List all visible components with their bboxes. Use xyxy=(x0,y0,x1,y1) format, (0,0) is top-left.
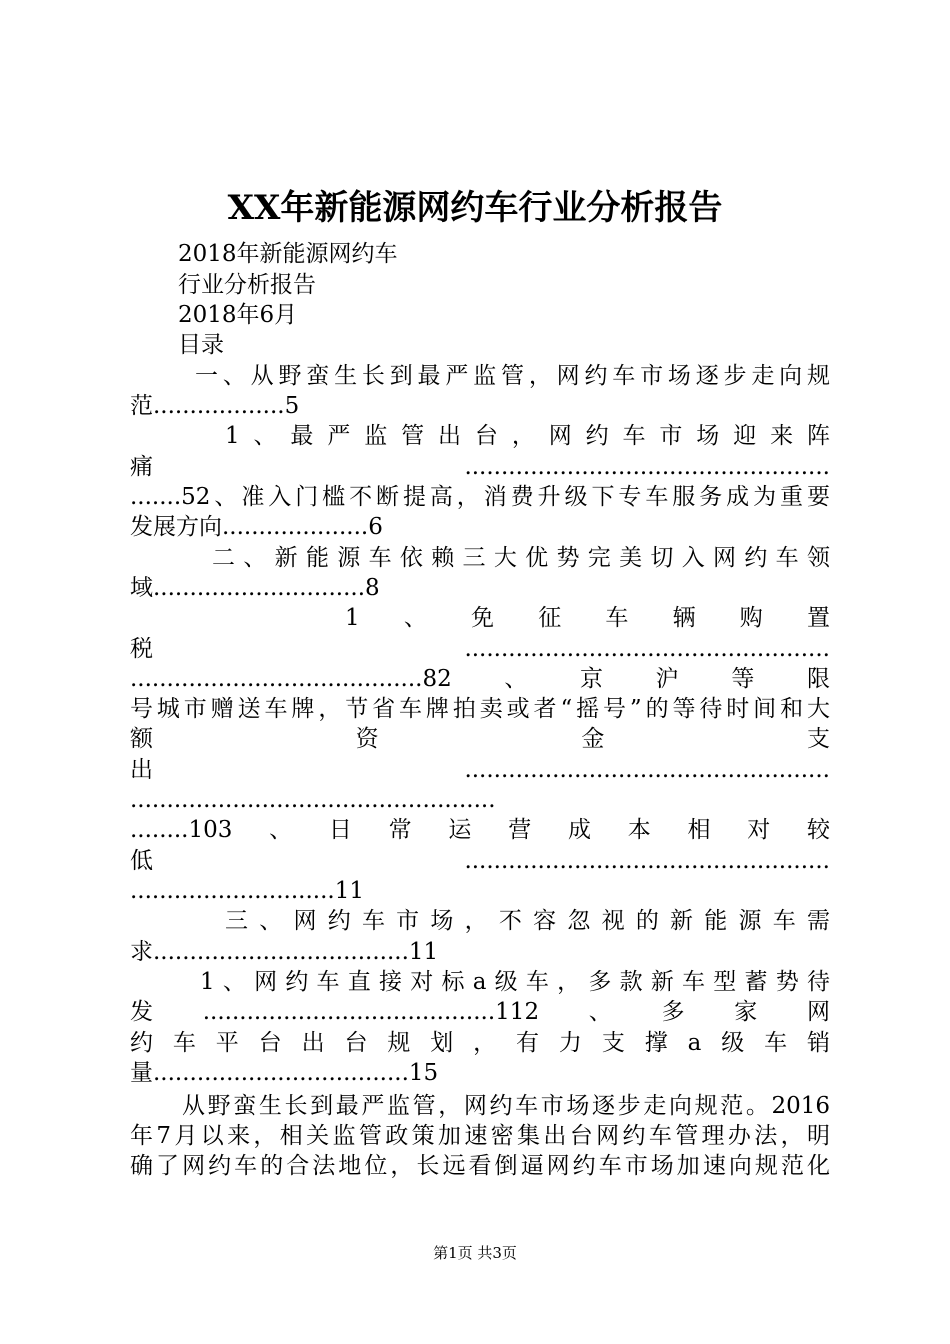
toc-entry-2-2: ........................................82、京沪等限 xyxy=(130,666,830,692)
toc-entry-1-cont: 范..................5 xyxy=(130,393,300,419)
cover-line-1: 2018年新能源网约车 xyxy=(178,241,398,267)
toc-entry-3: 三、网约车市场，不容忽视的新能源车需 xyxy=(225,908,830,934)
toc-entry-3-2-end: 量...................................15 xyxy=(130,1060,439,1086)
toc-entry-2-1: 1、免征车辆购置 xyxy=(345,605,830,631)
toc-entry-3-cont: 求...................................11 xyxy=(130,939,439,965)
page-footer: 第1页 共3页 xyxy=(433,1244,517,1262)
body-paragraph-line-3: 确了网约车的合法地位，长远看倒逼网约车市场加速向规范化 xyxy=(130,1153,830,1179)
toc-entry-2: 二、新能源车依赖三大优势完美切入网约车领 xyxy=(212,545,830,571)
toc-entry-3-1: 1、网约车直接对标a级车，多款新车型蓄势待 xyxy=(200,969,830,995)
document-title: XX年新能源网约车行业分析报告 xyxy=(227,188,723,228)
toc-entry-1: 一、从野蛮生长到最严监管，网约车市场逐步走向规 xyxy=(195,363,830,389)
toc-entry-2-3-cont: ............................11 xyxy=(130,878,364,904)
toc-heading: 目录 xyxy=(178,332,224,358)
toc-leader: .................................................. xyxy=(130,787,496,813)
cover-line-2: 行业分析报告 xyxy=(178,272,316,298)
toc-entry-2-cont: 域.............................8 xyxy=(130,575,380,601)
toc-entry-2-2-cont: 额资金支 xyxy=(130,726,830,752)
toc-entry-1-2: .......52、准入门槛不断提高，消费升级下专车服务成为重要 xyxy=(130,484,830,510)
toc-leader: 出.................................................. xyxy=(130,757,830,783)
toc-entry-1-2-cont: 发展方向....................6 xyxy=(130,514,383,540)
toc-entry-3-2: 发........................................112、多家网 xyxy=(130,999,830,1025)
toc-entry-3-2-cont: 约车平台出台规划，有力支撑a级车销 xyxy=(130,1030,830,1056)
body-paragraph-line-1: 从野蛮生长到最严监管，网约车市场逐步走向规范。2016 xyxy=(182,1093,830,1119)
toc-entry-1-1: 1、最严监管出台，网约车市场迎来阵 xyxy=(225,423,830,449)
cover-date: 2018年6月 xyxy=(178,302,298,328)
body-paragraph-line-2: 年7月以来，相关监管政策加速密集出台网约车管理办法，明 xyxy=(130,1123,830,1149)
toc-entry-2-2-cont: 号城市赠送车牌，节省车牌拍卖或者“摇号”的等待时间和大 xyxy=(130,696,830,722)
toc-leader: 低.................................................. xyxy=(130,848,830,874)
toc-entry-2-3: ........103、日常运营成本相对较 xyxy=(130,817,830,843)
toc-leader: 税.................................................. xyxy=(130,636,830,662)
toc-leader: 痛.................................................. xyxy=(130,454,830,480)
